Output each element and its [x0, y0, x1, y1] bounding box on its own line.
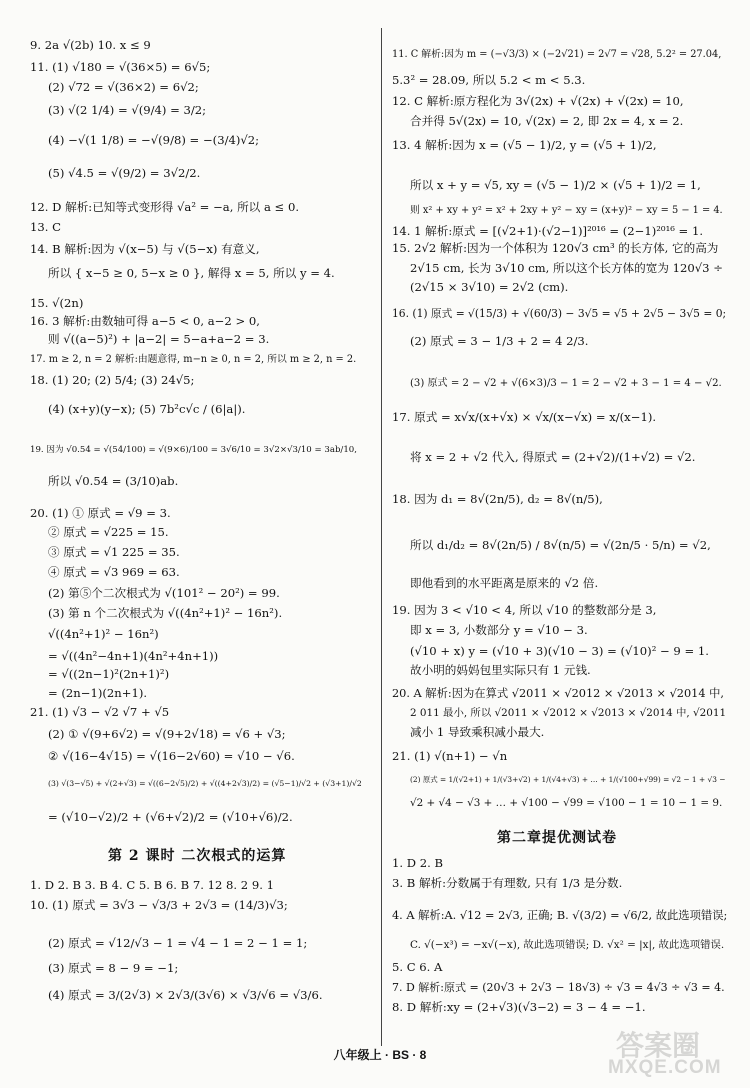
answer-line: ② 原式 = √225 = 15.	[48, 525, 169, 539]
answer-line: 5.3² = 28.09, 所以 5.2 < m < 5.3.	[392, 73, 586, 87]
answer-line: 则 x² + xy + y² = x² + 2xy + y² − xy = (x+y)² − xy = 5 − 1 = 4.	[410, 205, 723, 216]
answer-line: 将 x = 2 + √2 代入, 得原式 = (2+√2)/(1+√2) = √2.	[410, 450, 696, 464]
answer-line: (2) ① √(9+6√2) = √(9+2√18) = √6 + √3;	[48, 727, 286, 741]
answer-line: 11. (1) √180 = √(36×5) = 6√5;	[30, 60, 211, 74]
answer-line: 20. A 解析:因为在算式 √2011 × √2012 × √2013 × √2014 中,	[392, 687, 724, 700]
answer-line: 13. 4 解析:因为 x = (√5 − 1)/2, y = (√5 + 1)/2,	[392, 138, 657, 152]
answer-line: 3. B 解析:分数属于有理数, 只有 1/3 是分数.	[392, 876, 623, 890]
answer-line: = (√10−√2)/2 + (√6+√2)/2 = (√10+√6)/2.	[48, 810, 293, 824]
answer-line: 10. (1) 原式 = 3√3 − √3/3 + 2√3 = (14/3)√3;	[30, 898, 288, 912]
answer-line: = √((2n−1)²(2n+1)²)	[48, 667, 170, 681]
answer-line: 2√15 cm, 长为 3√10 cm, 所以这个长方体的宽为 120√3 ÷	[410, 261, 723, 275]
answer-line: √2 + √4 − √3 + … + √100 − √99 = √100 − 1 = 10 − 1 = 9.	[410, 797, 723, 809]
answer-line: 即他看到的水平距离是原来的 √2 倍.	[410, 576, 599, 590]
answer-line: = √((4n²−4n+1)(4n²+4n+1))	[48, 649, 219, 663]
answer-line: 8. D 解析:xy = (2+√3)(√3−2) = 3 − 4 = −1.	[392, 1000, 646, 1014]
answer-line: 合并得 5√(2x) = 10, √(2x) = 2, 即 2x = 4, x = 2.	[410, 114, 684, 128]
answer-line: 18. 因为 d₁ = 8√(2n/5), d₂ = 8√(n/5),	[392, 492, 603, 506]
answer-line: 所以 x + y = √5, xy = (√5 − 1)/2 × (√5 + 1)/2 = 1,	[410, 178, 701, 192]
answer-line: (4) 原式 = 3/(2√3) × 2√3/(3√6) × √3/√6 = √3/6.	[48, 988, 323, 1002]
test-heading: 第二章提优测试卷	[497, 830, 617, 846]
answer-line: 故小明的妈妈包里实际只有 1 元钱.	[410, 663, 591, 677]
answer-line: (2√15 × 3√10) = 2√2 (cm).	[410, 280, 569, 294]
answer-line: 14. B 解析:因为 √(x−5) 与 √(5−x) 有意义,	[30, 242, 260, 256]
answer-line: ② √(16−4√15) = √(16−2√60) = √10 − √6.	[48, 749, 295, 763]
answer-line: 19. 因为 3 < √10 < 4, 所以 √10 的整数部分是 3,	[392, 603, 657, 617]
answer-line: 20. (1) ① 原式 = √9 = 3.	[30, 506, 171, 520]
answer-line: 所以 { x−5 ≥ 0, 5−x ≥ 0 }, 解得 x = 5, 所以 y = 4.	[48, 266, 335, 280]
answer-line: 16. 3 解析:由数轴可得 a−5 < 0, a−2 > 0,	[30, 314, 260, 328]
answer-line: 21. (1) √3 − √2 √7 + √5	[30, 705, 170, 719]
answer-line: (3) 原式 = 2 − √2 + √(6×3)/3 − 1 = 2 − √2 + 3 − 1 = 4 − √2.	[410, 378, 722, 389]
answer-line: (5) √4.5 = √(9/2) = 3√2/2.	[48, 166, 201, 180]
answer-line: ③ 原式 = √1 225 = 35.	[48, 545, 180, 559]
lesson-heading: 第 2 课时 二次根式的运算	[108, 848, 287, 864]
answer-line: (4) (x+y)(y−x); (5) 7b²c√c / (6|a|).	[48, 402, 246, 416]
answer-line: (2) √72 = √(36×2) = 6√2;	[48, 80, 199, 94]
answer-line: ④ 原式 = √3 969 = 63.	[48, 565, 180, 579]
answer-line: 减小 1 导致乘积减小最大.	[410, 725, 545, 739]
answer-line: 16. (1) 原式 = √(15/3) + √(60/3) − 3√5 = √5 + 2√5 − 3√5 = 0;	[392, 307, 727, 320]
watermark-logo	[608, 1024, 736, 1078]
answer-line: (3) 第 n 个二次根式为 √((4n²+1)² − 16n²).	[48, 606, 283, 620]
answer-line: 15. √(2n)	[30, 296, 84, 310]
answer-line: (4) −√(1 1/8) = −√(9/8) = −(3/4)√2;	[48, 133, 260, 147]
answer-line: 7. D 解析:原式 = (20√3 + 2√3 − 18√3) ÷ √3 = 4√3 ÷ √3 = 4.	[392, 981, 725, 994]
answer-line: 17. m ≥ 2, n = 2 解析:由题意得, m−n ≥ 0, n = 2, 所以 m ≥ 2, n = 2.	[30, 354, 357, 365]
answer-line: 12. D 解析:已知等式变形得 √a² = −a, 所以 a ≤ 0.	[30, 200, 300, 214]
answer-line: (3) √(2 1/4) = √(9/4) = 3/2;	[48, 103, 207, 117]
answer-line: (3) 原式 = 8 − 9 = −1;	[48, 961, 179, 975]
answer-line: (2) 原式 = 3 − 1/3 + 2 = 4 2/3.	[410, 334, 589, 348]
answer-line: (2) 原式 = √12/√3 − 1 = √4 − 1 = 2 − 1 = 1;	[48, 936, 308, 950]
answer-line: 14. 1 解析:原式 = [(√2+1)·(√2−1)]²⁰¹⁶ = (2−1)²⁰¹⁶ = 1.	[392, 224, 704, 238]
answer-line: 则 √((a−5)²) + |a−2| = 5−a+a−2 = 3.	[48, 332, 270, 346]
answer-line: 21. (1) √(n+1) − √n	[392, 749, 508, 763]
answer-line: 即 x = 3, 小数部分 y = √10 − 3.	[410, 623, 588, 637]
answer-line: 17. 原式 = x√x/(x+√x) × √x/(x−√x) = x/(x−1).	[392, 410, 657, 424]
answer-line: 5. C 6. A	[392, 960, 443, 974]
answer-line: (2) 原式 = 1/(√2+1) + 1/(√3+√2) + 1/(√4+√3) + … + 1/(√100+√99) = √2 − 1 + √3 −	[410, 775, 726, 784]
answer-line: 所以 √0.54 = (3/10)ab.	[48, 474, 179, 488]
answer-line: 12. C 解析:原方程化为 3√(2x) + √(2x) + √(2x) = 10,	[392, 94, 684, 108]
answer-line: 1. D 2. B	[392, 856, 443, 870]
answer-line: 9. 2a √(2b) 10. x ≤ 9	[30, 38, 151, 52]
column-divider	[381, 28, 382, 1046]
answer-line: 11. C 解析:因为 m = (−√3/3) × (−2√21) = 2√7 = √28, 5.2² = 27.04,	[392, 49, 722, 60]
watermark-bottom-text: MXQE.COM	[608, 1057, 722, 1078]
answer-line: (2) 第⑤个二次根式为 √(101² − 20²) = 99.	[48, 586, 280, 600]
answer-line: 19. 因为 √0.54 = √(54/100) = √(9×6)/100 = 3√6/10 = 3√2×√3/10 = 3ab/10,	[30, 445, 357, 455]
answer-line: = (2n−1)(2n+1).	[48, 686, 148, 700]
answer-line: 所以 d₁/d₂ = 8√(2n/5) / 8√(n/5) = √(2n/5 · 5/n) = √2,	[410, 538, 711, 552]
answer-line: (√10 + x) y = (√10 + 3)(√10 − 3) = (√10)² − 9 = 1.	[410, 644, 709, 658]
answer-line: 1. D 2. B 3. B 4. C 5. B 6. B 7. 12 8. 2 9. 1	[30, 878, 274, 892]
answer-line: 13. C	[30, 220, 61, 234]
answer-line: (3) √(3−√5) + √(2+√3) = √((6−2√5)/2) + √((4+2√3)/2) = (√5−1)/√2 + (√3+1)/√2	[48, 779, 362, 788]
answer-line: 2 011 最小, 所以 √2011 × √2012 × √2013 × √2014 中, √2011	[410, 707, 727, 719]
watermark-top-text: 答案圈	[616, 1030, 701, 1061]
answer-line: 4. A 解析:A. √12 = 2√3, 正确; B. √(3/2) = √6/2, 故此选项错误;	[392, 909, 728, 922]
answer-line: 18. (1) 20; (2) 5/4; (3) 24√5;	[30, 373, 195, 387]
answer-line: C. √(−x³) = −x√(−x), 故此选项错误; D. √x² = |x|, 故此选项错误.	[410, 939, 725, 951]
page-footer: 八年级上 · BS · 8	[333, 1048, 427, 1062]
answer-line: √((4n²+1)² − 16n²)	[48, 627, 159, 641]
answer-line: 15. 2√2 解析:因为一个体积为 120√3 cm³ 的长方体, 它的高为	[392, 241, 719, 255]
